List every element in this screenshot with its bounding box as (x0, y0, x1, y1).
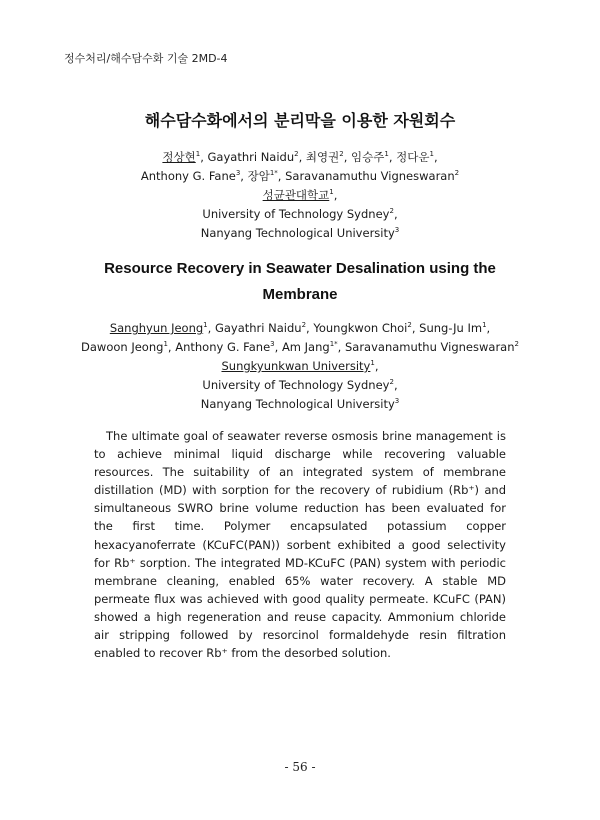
abstract (94, 427, 506, 662)
korean-author (208, 150, 306, 164)
affiliation-name: Sungkyunkwan University (221, 359, 371, 373)
english-author (215, 321, 313, 335)
english-author-line-1 (0, 319, 600, 338)
author-sep: , (486, 321, 491, 335)
author-name: 임승주 (351, 150, 385, 164)
english-title-line-2: Membrane (262, 286, 338, 303)
korean-author-line-1 (0, 148, 600, 167)
author-sep: , (433, 150, 438, 164)
korean-title: 해수담수화에서의 분리막을 이용한 자원회수 (144, 111, 456, 130)
affiliation-sup: 3 (394, 226, 400, 234)
author-name: Am Jang (281, 340, 330, 354)
author-sep: , (298, 150, 306, 164)
affiliation-name: University of Technology Sydney (202, 378, 390, 392)
english-affiliation (0, 376, 600, 395)
author-sep: , (240, 169, 248, 183)
affiliation-sup: 2 (389, 207, 394, 215)
author-sup: 1 (163, 340, 168, 348)
affiliation-name: Nanyang Technological University (200, 226, 395, 240)
english-author-block (0, 319, 600, 414)
author-name: 정다운 (396, 150, 430, 164)
author-name: 장암 (247, 169, 270, 183)
affiliation-sup: 3 (394, 397, 400, 405)
author-name: Anthony G. Fane (175, 340, 271, 354)
korean-author (306, 150, 351, 164)
author-sep: , (274, 340, 282, 354)
affiliation-sup: 1 (329, 188, 334, 196)
author-sep: , (411, 321, 420, 335)
author-sep: , (343, 150, 352, 164)
author-sep: , (200, 150, 208, 164)
author-sup: 2 (301, 321, 307, 329)
english-affiliation (0, 395, 600, 414)
korean-author (141, 169, 248, 183)
affiliation-name: 성균관대학교 (262, 188, 330, 202)
author-sup: 1 (203, 321, 208, 329)
english-author (282, 340, 345, 354)
author-sup: 2 (514, 340, 519, 348)
author-name: Gayathri Naidu (214, 321, 302, 335)
english-author (419, 321, 490, 335)
author-sup: 1 (429, 150, 434, 158)
affiliation-sup: 1 (370, 359, 375, 367)
author-name: Saravanamuthu Vigneswaran (285, 169, 455, 183)
english-title (80, 256, 520, 308)
english-author (313, 321, 419, 335)
korean-author (162, 150, 207, 164)
english-author (81, 340, 175, 354)
author-name: Youngkwon Choi (313, 321, 408, 335)
english-author (345, 340, 519, 354)
author-sup: 2 (407, 321, 412, 329)
korean-author-line-2 (0, 167, 600, 186)
author-sup: 1* (329, 340, 338, 348)
english-title-line-1: Resource Recovery in Seawater Desalination using the (104, 260, 496, 277)
author-name: 정상현 (162, 150, 196, 164)
author-name: 최영권 (305, 150, 340, 164)
affiliation-trail: , (374, 359, 379, 373)
author-name: Anthony G. Fane (140, 169, 236, 183)
author-sep: , (167, 340, 176, 354)
korean-affiliation (0, 224, 600, 243)
korean-author (351, 150, 396, 164)
english-author-line-2 (0, 338, 600, 357)
page-number: - 56 - (284, 760, 316, 774)
korean-affiliation (0, 186, 600, 205)
korean-author (248, 169, 286, 183)
author-name: Sanghyun Jeong (109, 321, 204, 335)
author-sup: 3 (235, 169, 241, 177)
author-sup: 2 (454, 169, 460, 177)
author-sup: 2 (339, 150, 344, 158)
author-sup: 1 (384, 150, 389, 158)
affiliation-trail: , (393, 207, 398, 221)
author-sep: , (306, 321, 314, 335)
abstract-paragraph: The ultimate goal of seawater reverse osmosis brine management is to achieve minimal liquid discharge while recovering valuable resources. The suitability of an integrated system of membrane distillation (MD) with sorption for the recovery of rubidium (Rb⁺) and simultaneous SWRO brine volume reduction has been evaluated for the first time. Polymer encapsulated potassium copper hexacyanoferrate (KCuFC(PAN)) sorbent exhibited a good selectivity for Rb⁺ sorption. The integrated MD-KCuFC (PAN) system with periodic membrane cleaning, enabled 65% water recovery. A stable MD permeate flux was achieved with good quality permeate. KCuFC (PAN) showed a high regeneration and reuse capacity. Ammonium chloride air stripping followed by resorcinol formaldehyde resin filtration enabled to recover Rb⁺ from the desorbed solution. (94, 429, 506, 661)
affiliation-trail: , (333, 188, 338, 202)
korean-affiliation (0, 205, 600, 224)
author-sup: 3 (270, 340, 275, 348)
author-sep: , (277, 169, 286, 183)
session-header: 정수처리/해수담수화 기술 2MD-4 (64, 52, 228, 65)
korean-author (285, 169, 459, 183)
english-author (175, 340, 282, 354)
affiliation-trail: , (393, 378, 398, 392)
author-sup: 2 (294, 150, 299, 158)
korean-author-block (0, 148, 600, 243)
affiliation-name: University of Technology Sydney (202, 207, 390, 221)
author-name: Gayathri Naidu (207, 150, 295, 164)
author-name: Sung-Ju Im (419, 321, 483, 335)
korean-author (396, 150, 437, 164)
affiliation-sup: 2 (389, 378, 394, 386)
author-sep: , (388, 150, 397, 164)
author-sup: 1* (269, 169, 278, 177)
english-affiliation (0, 357, 600, 376)
author-sup: 1 (482, 321, 487, 329)
author-sep: , (337, 340, 345, 354)
author-name: Saravanamuthu Vigneswaran (344, 340, 515, 354)
english-author (110, 321, 215, 335)
author-name: Dawoon Jeong (81, 340, 164, 354)
author-sep: , (207, 321, 215, 335)
affiliation-name: Nanyang Technological University (200, 397, 395, 411)
author-sup: 1 (195, 150, 201, 158)
